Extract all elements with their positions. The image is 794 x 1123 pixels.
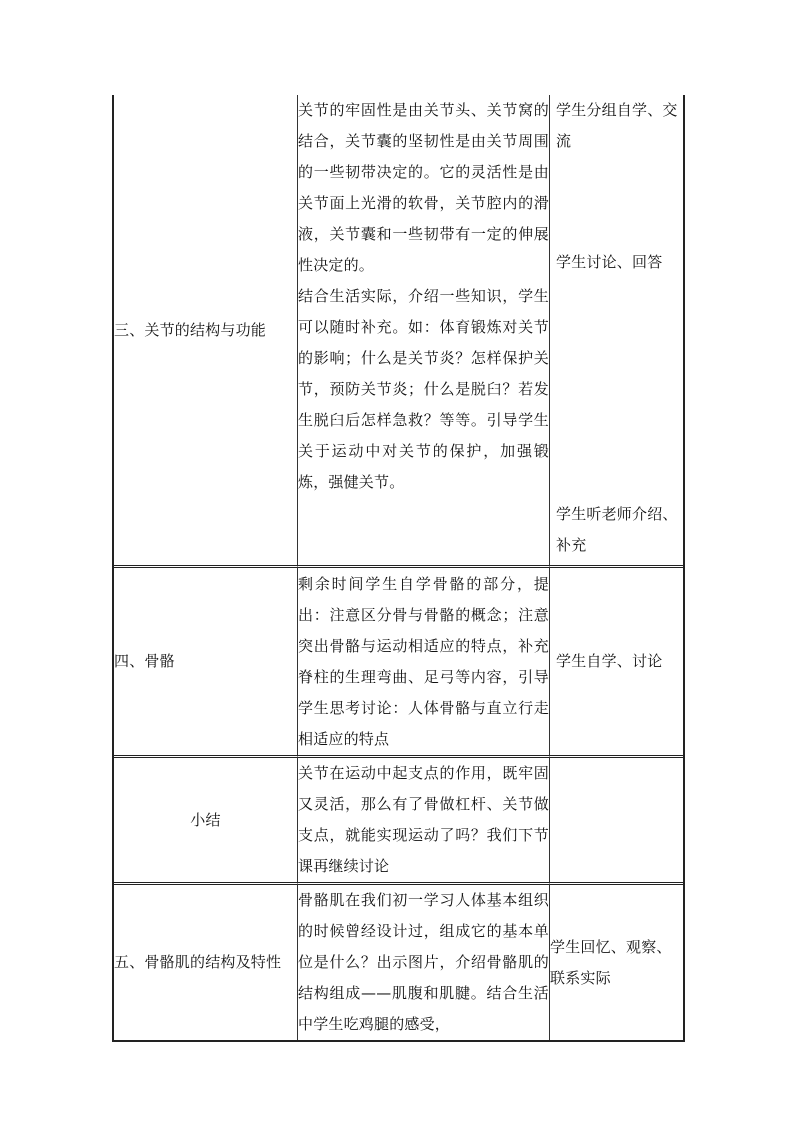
content-summary: [298, 755, 550, 882]
content-paragraph: 关节在运动中起支点的作用，既牢固又灵活，那么有了骨做杠杆、关节做支点，就能实现运动了吗？我们下节课再继续讨论: [298, 764, 549, 875]
table-row-skeletal-muscle: [114, 882, 683, 1040]
activity-summary: [550, 755, 683, 882]
lesson-plan-table: [112, 95, 685, 1042]
activity-item: 学生回忆、观察、联系实际: [550, 937, 672, 987]
section-title-summary: 小结: [114, 755, 298, 882]
content-skeletal-muscle: [298, 882, 550, 1040]
activity-item: 学生听老师介绍、补充: [556, 505, 678, 554]
activity-item: 学生讨论、回答: [556, 253, 663, 271]
activity-item: 学生自学、讨论: [556, 652, 663, 670]
activity-skeletal-muscle: [550, 882, 683, 1040]
activity-skeleton: [550, 565, 683, 755]
content-paragraph: 骨骼肌在我们初一学习人体基本组织的时候曾经设计过，组成它的基本单位是什么？出示图片，介绍骨骼肌的结构组成——肌腹和肌腱。结合生活中学生吃鸡腿的感受，: [298, 891, 549, 1033]
content-paragraph: 关节的牢固性是由关节头、关节窝的结合，关节囊的坚韧性是由关节周围的一些韧带决定的。它的灵活性是由关节面上光滑的软骨，关节腔内的滑液，关节囊和一些韧带有一定的伸展性决定的。: [298, 101, 549, 274]
section-title-skeletal-muscle: 五、骨骼肌的结构及特性: [114, 882, 298, 1040]
activity-item: 学生分组自学、交流: [556, 101, 678, 150]
table-row-joint-structure: [114, 95, 683, 565]
section-title-joint-structure: 三、关节的结构与功能: [114, 95, 298, 565]
content-paragraph: 剩余时间学生自学骨骼的部分，提出：注意区分骨与骨骼的概念；注意突出骨骼与运动相适应的特点，补充脊柱的生理弯曲、足弓等内容，引导学生思考讨论：人体骨骼与直立行走相适应的特点: [298, 574, 549, 748]
table-row-skeleton: [114, 565, 683, 755]
table-row-summary: [114, 755, 683, 882]
activity-joint-structure: [550, 95, 683, 565]
section-title-skeleton: 四、骨骼: [114, 565, 298, 755]
content-joint-structure: [298, 95, 550, 565]
content-paragraph: 结合生活实际，介绍一些知识，学生可以随时补充。如：体育锻炼对关节的影响；什么是关节炎？怎样保护关节，预防关节炎；什么是脱臼？若发生脱臼后怎样急救？等等。引导学生关于运动中对关节的保护，加强锻炼，强健关节。: [298, 287, 549, 491]
content-skeleton: [298, 565, 550, 755]
